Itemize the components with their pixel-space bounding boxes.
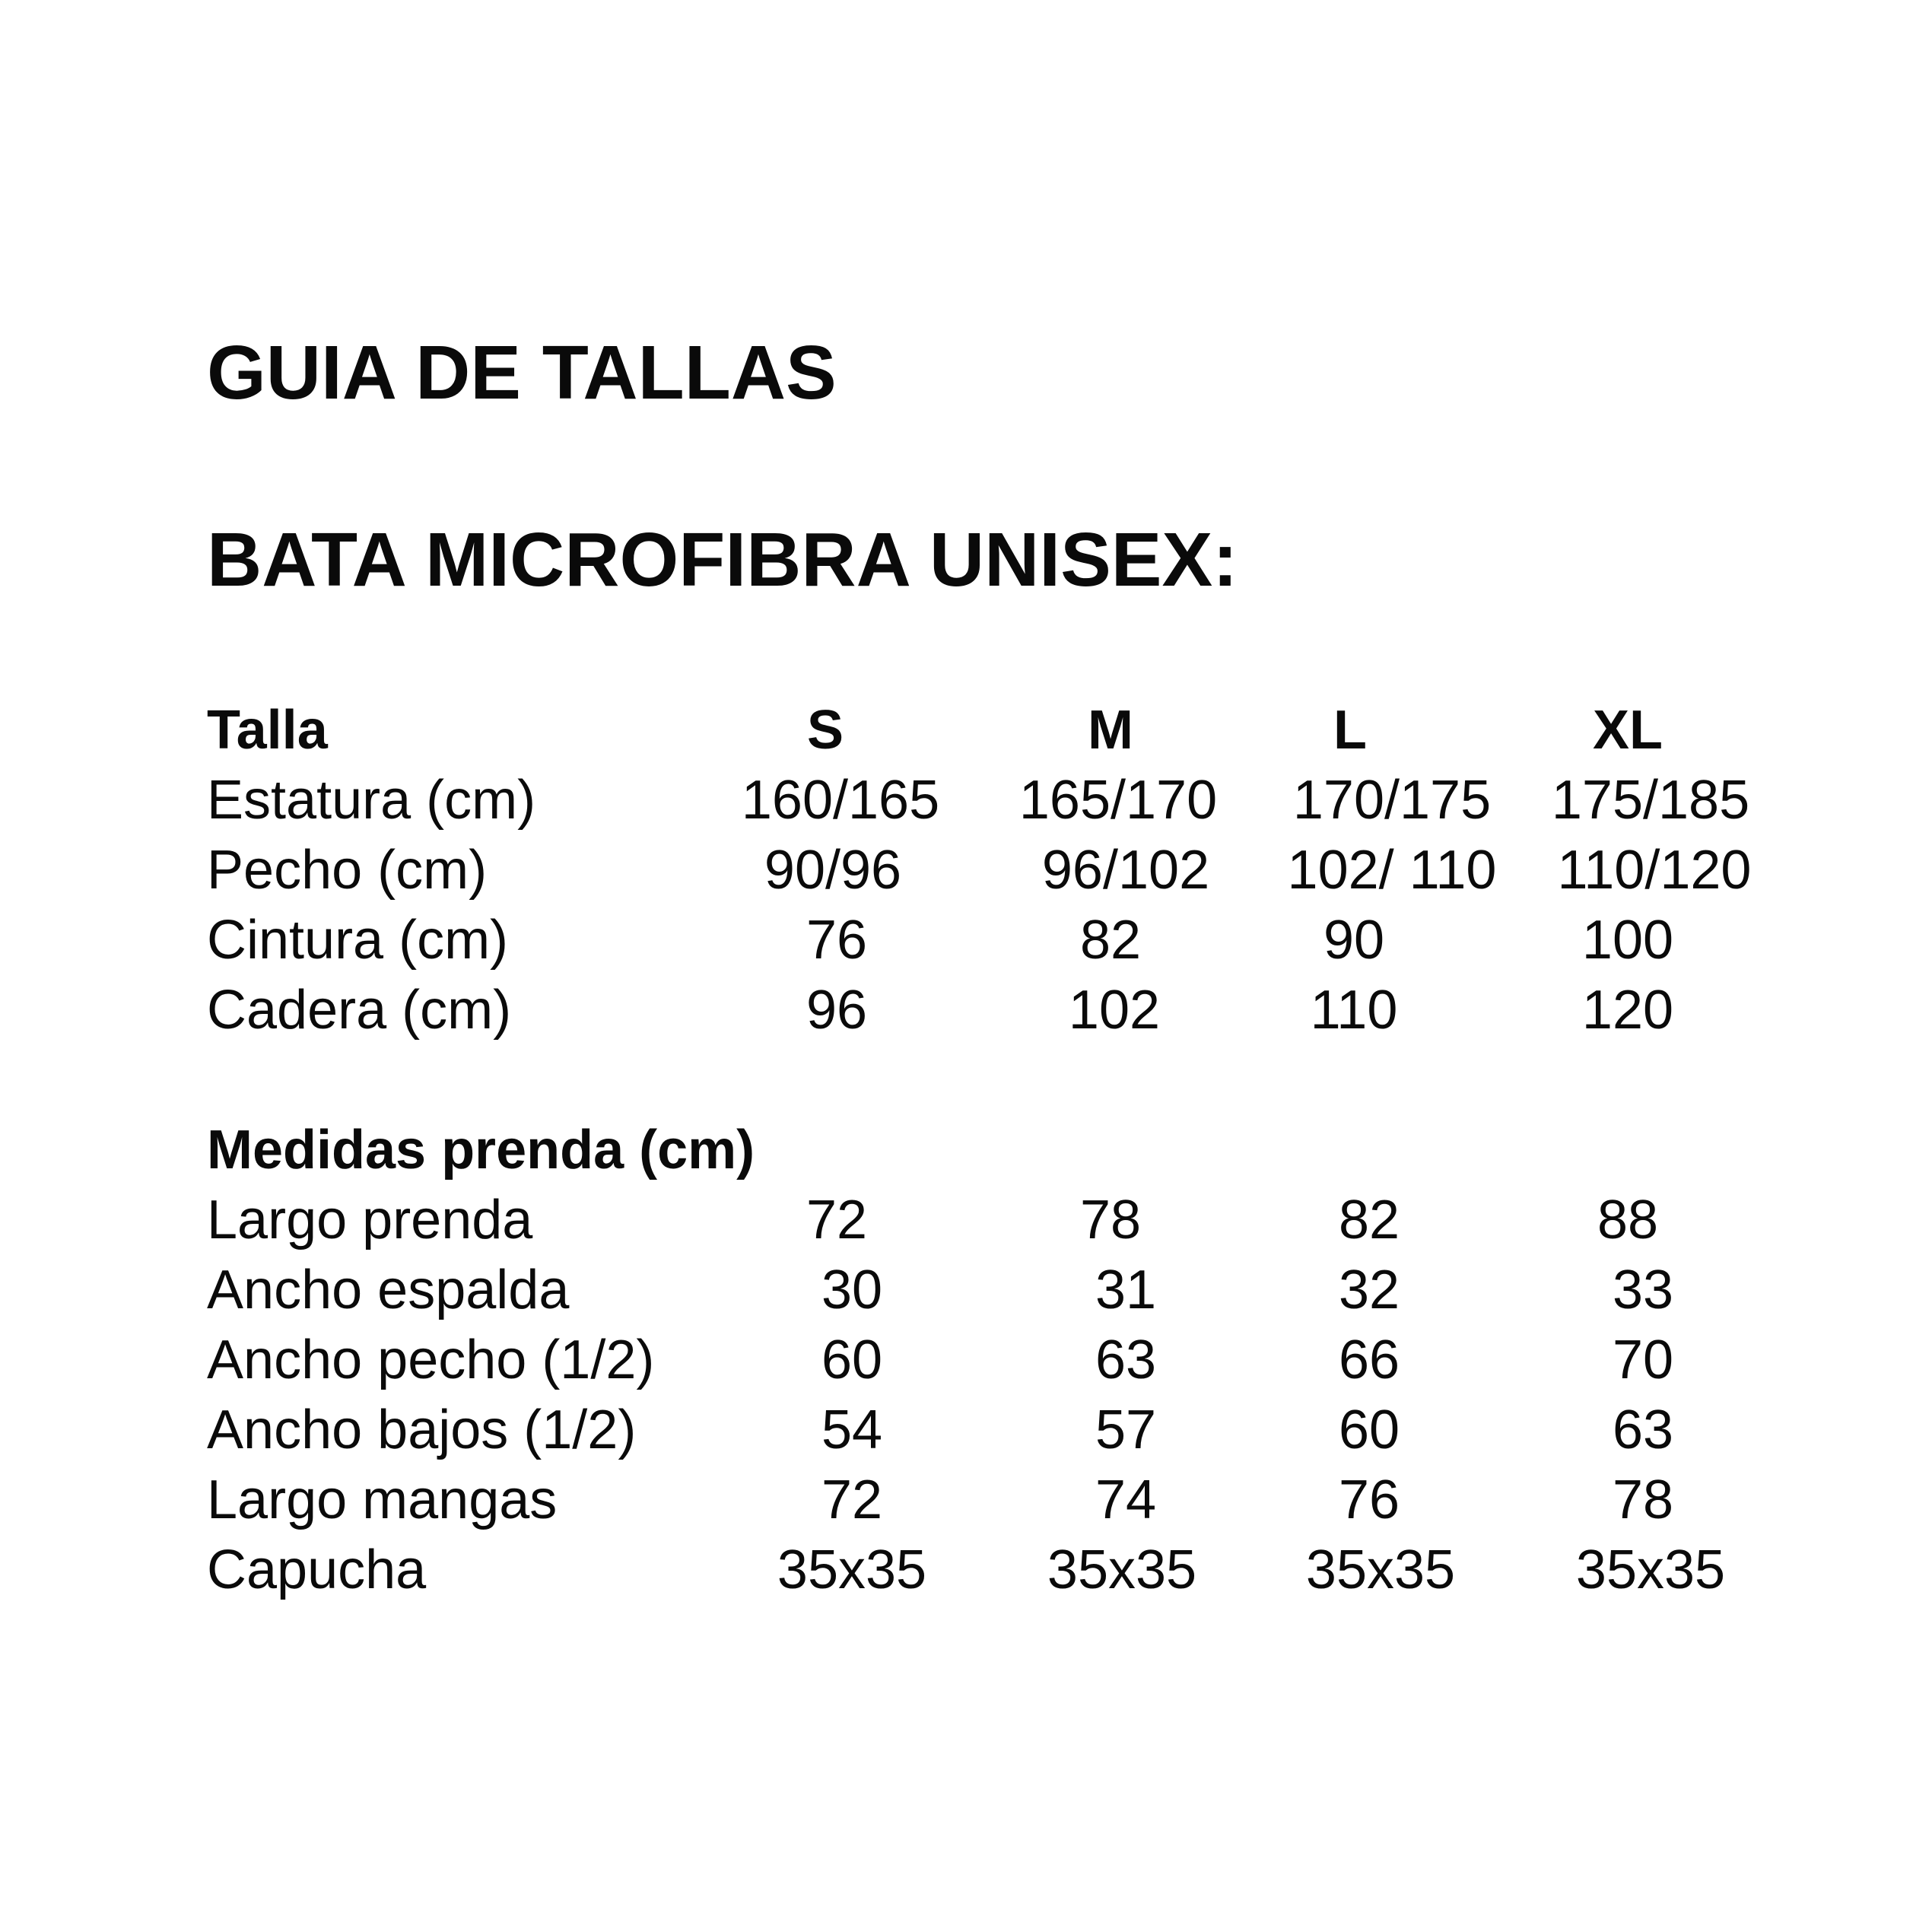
cell-l: 170/175 — [1292, 770, 1492, 831]
cell-m: 78 — [1079, 1190, 1142, 1250]
cell-m: 63 — [1095, 1330, 1157, 1390]
section-heading: Medidas prenda (cm) — [207, 1120, 755, 1180]
table-row — [0, 1185, 1932, 1255]
cell-s: 72 — [806, 1190, 868, 1250]
table-row — [0, 1465, 1932, 1535]
cell-s: 72 — [821, 1470, 883, 1530]
cell-xl: 110/120 — [1557, 840, 1752, 901]
cell-m: 96/102 — [1041, 840, 1210, 901]
cell-l: 110 — [1310, 980, 1398, 1041]
cell-xl: 63 — [1612, 1400, 1674, 1460]
cell-l: 76 — [1338, 1470, 1400, 1530]
cell-s: 96 — [806, 980, 868, 1041]
cell-s: 90/96 — [764, 840, 902, 901]
cell-l: 90 — [1323, 910, 1385, 971]
table-row — [0, 905, 1932, 975]
size-header-xl: XL — [1592, 700, 1663, 761]
table-row — [0, 975, 1932, 1045]
cell-l: 102/ 110 — [1287, 840, 1497, 901]
cell-m: 31 — [1095, 1260, 1157, 1320]
row-label: Cadera (cm) — [207, 980, 512, 1041]
table-row — [0, 1535, 1932, 1605]
cell-xl: 88 — [1597, 1190, 1659, 1250]
cell-xl: 70 — [1612, 1330, 1674, 1390]
cell-s: 35x35 — [777, 1540, 927, 1600]
table-row — [0, 1395, 1932, 1465]
cell-xl: 35x35 — [1575, 1540, 1726, 1600]
row-label: Largo prenda — [207, 1190, 533, 1250]
row-label: Estatura (cm) — [207, 770, 536, 831]
row-label: Pecho (cm) — [207, 840, 488, 901]
size-header-m: M — [1088, 700, 1133, 761]
row-label: Cintura (cm) — [207, 910, 509, 971]
size-header-l: L — [1333, 700, 1367, 761]
cell-m: 74 — [1095, 1470, 1157, 1530]
size-header-s: S — [806, 700, 844, 761]
row-label: Largo mangas — [207, 1470, 558, 1530]
cell-xl: 33 — [1612, 1260, 1674, 1320]
row-label: Capucha — [207, 1540, 427, 1600]
size-header-label: Talla — [207, 700, 328, 761]
cell-s: 60 — [821, 1330, 883, 1390]
cell-xl: 100 — [1581, 910, 1674, 971]
product-title: BATA MICROFIBRA UNISEX: — [207, 517, 1238, 602]
cell-s: 76 — [806, 910, 868, 971]
cell-m: 82 — [1079, 910, 1142, 971]
cell-s: 54 — [821, 1400, 883, 1460]
cell-l: 66 — [1338, 1330, 1400, 1390]
cell-m: 102 — [1068, 980, 1161, 1041]
cell-l: 32 — [1338, 1260, 1400, 1320]
cell-xl: 78 — [1612, 1470, 1674, 1530]
table-row — [0, 765, 1932, 835]
cell-s: 30 — [821, 1260, 883, 1320]
size-header-row — [0, 695, 1932, 765]
cell-l: 82 — [1338, 1190, 1400, 1250]
page-title: GUIA DE TALLAS — [207, 330, 837, 415]
row-label: Ancho pecho (1/2) — [207, 1330, 655, 1390]
cell-l: 35x35 — [1305, 1540, 1456, 1600]
cell-s: 160/165 — [741, 770, 940, 831]
cell-m: 165/170 — [1018, 770, 1218, 831]
cell-l: 60 — [1338, 1400, 1400, 1460]
cell-xl: 175/185 — [1551, 770, 1750, 831]
table-row — [0, 1255, 1932, 1325]
cell-m: 57 — [1095, 1400, 1157, 1460]
cell-xl: 120 — [1581, 980, 1674, 1041]
table-row — [0, 1325, 1932, 1395]
table-row — [0, 835, 1932, 905]
cell-m: 35x35 — [1047, 1540, 1197, 1600]
row-label: Ancho espalda — [207, 1260, 570, 1320]
row-label: Ancho bajos (1/2) — [207, 1400, 637, 1460]
